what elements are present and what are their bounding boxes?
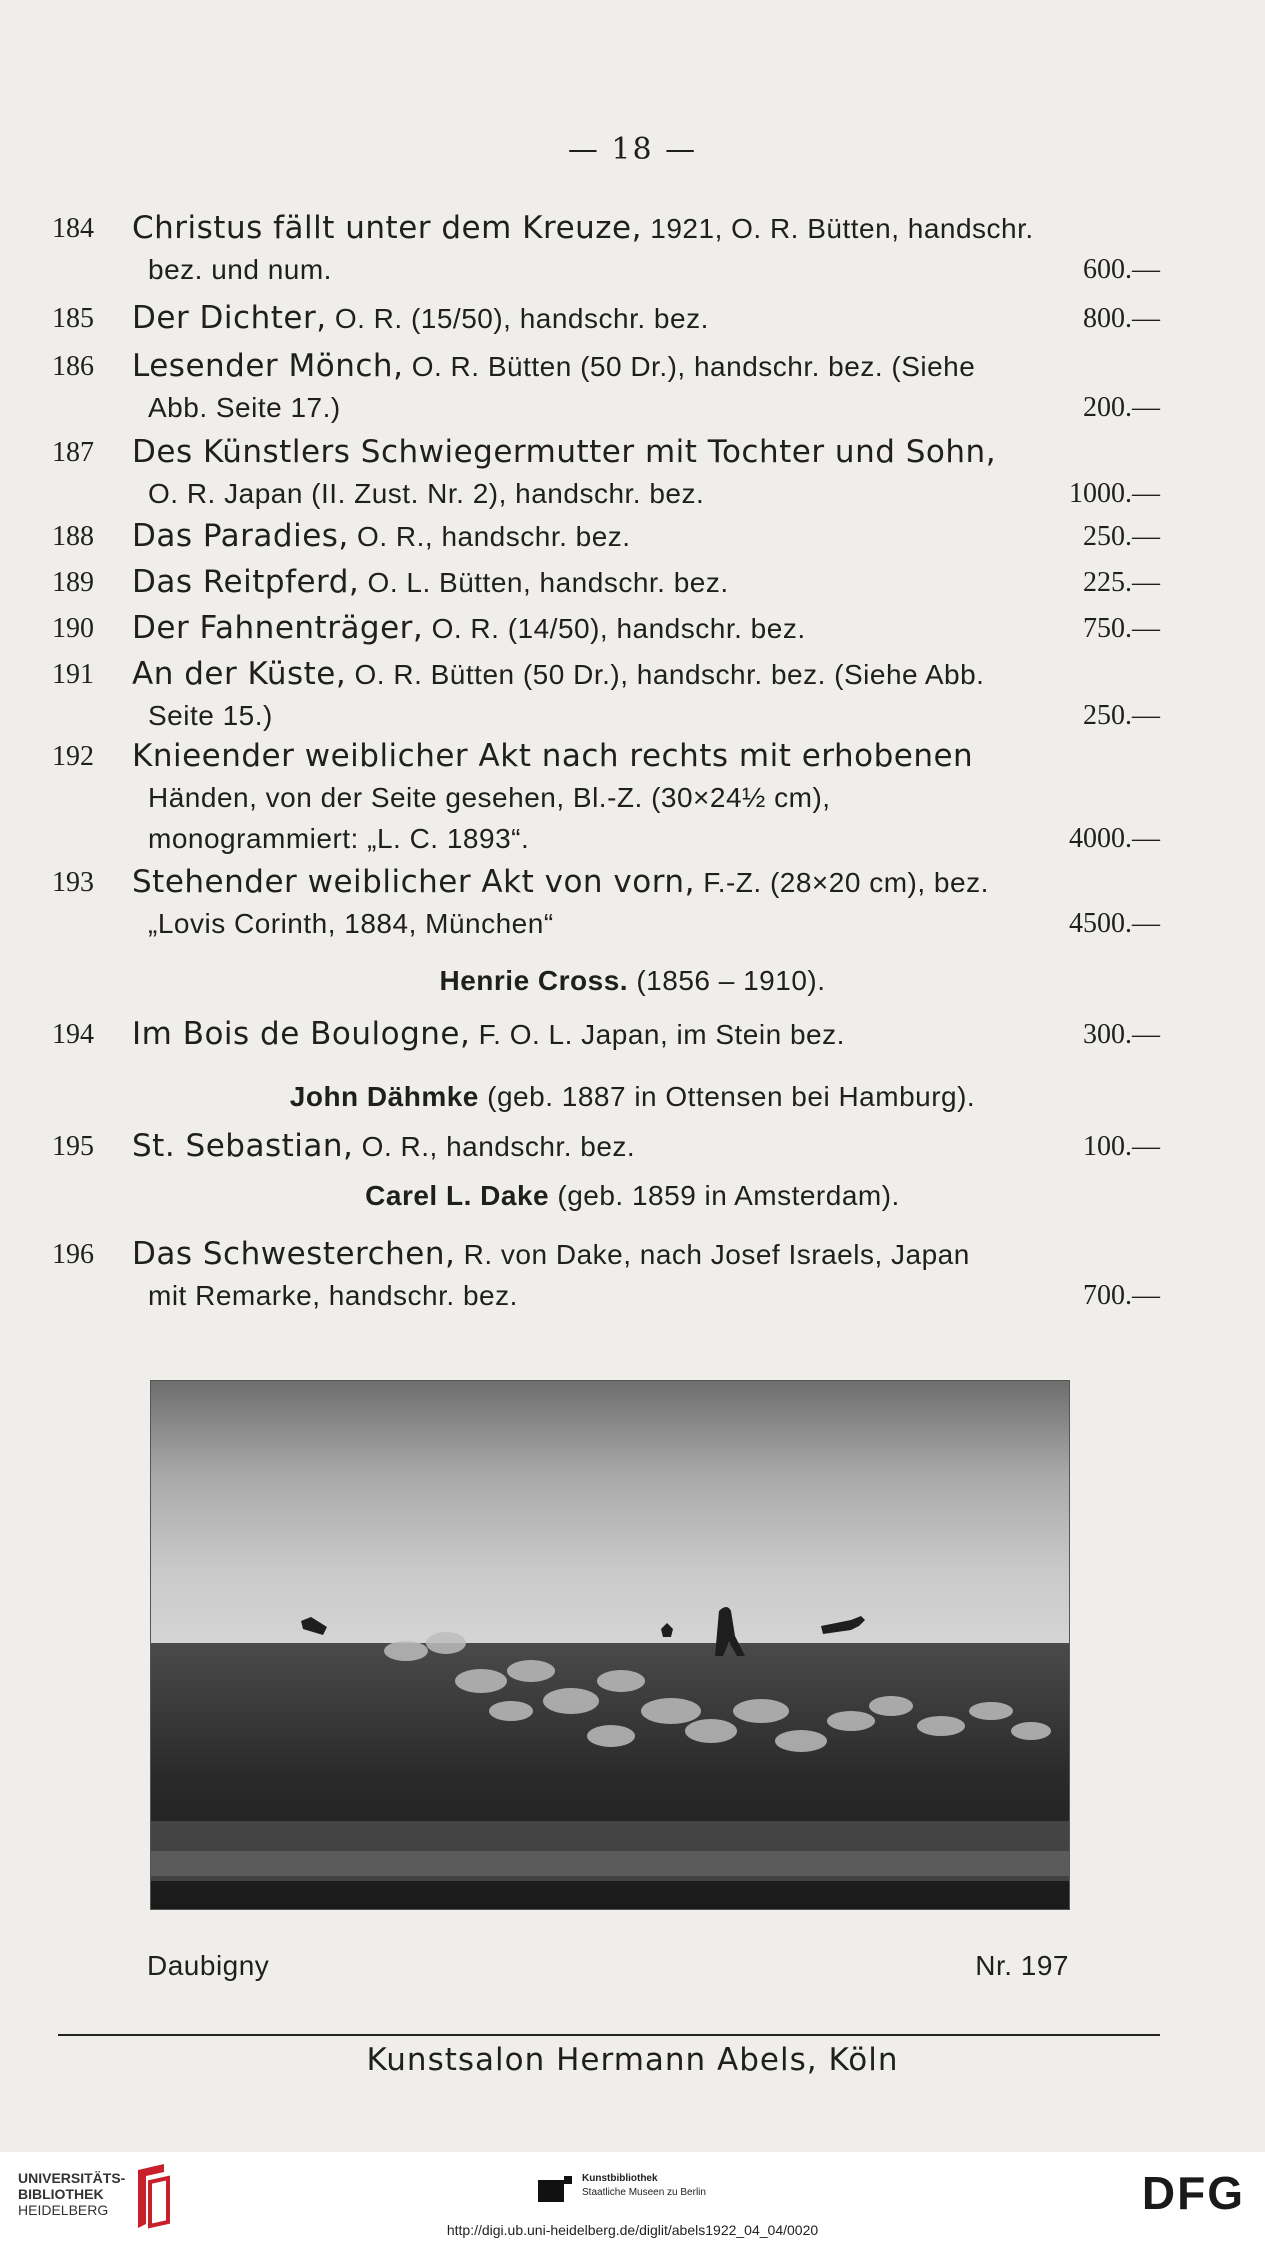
entry-line2: bez. und num.	[148, 254, 332, 285]
entry-line2: mit Remarke, handschr. bez.	[148, 1280, 518, 1311]
entry-price: 250.—	[1083, 521, 1160, 552]
page-number: — 18 —	[567, 132, 698, 167]
entry-title: Des Künstlers Schwiegermutter mit Tochter und Sohn,	[132, 434, 997, 470]
catalog-entry-187	[52, 432, 1160, 514]
entry-number: 193	[52, 867, 94, 898]
entry-title: Lesender Mönch, O. R. Bütten (50 Dr.), handschr. bez. (Siehe	[132, 348, 976, 384]
catalog-entry-188	[52, 516, 1160, 557]
catalog-entry-184	[52, 208, 1160, 290]
entry-title: Der Dichter, O. R. (15/50), handschr. bez.	[132, 300, 709, 336]
page-footer: Kunstsalon Hermann Abels, Köln	[366, 2042, 899, 2078]
catalog-entry-195	[52, 1126, 1160, 1167]
entry-title: Stehender weiblicher Akt von vorn, F.-Z. (28×20 cm), bez.	[132, 864, 989, 900]
catalog-entry-196	[52, 1234, 1160, 1316]
entry-line2: Händen, von der Seite gesehen, Bl.-Z. (30×24½ cm),	[148, 782, 831, 813]
entry-title: Im Bois de Boulogne, F. O. L. Japan, im Stein bez.	[132, 1016, 845, 1052]
artist-heading-cross: Henrie Cross. (1856 – 1910).	[439, 965, 826, 996]
dfg-logo: DFG	[1141, 2167, 1245, 2219]
kunstbibliothek-label: Kunstbibliothek Staatliche Museen zu Berlin	[582, 2173, 706, 2198]
entry-price: 250.—	[1083, 700, 1160, 731]
entry-number: 194	[52, 1019, 94, 1050]
catalog-entry-193	[52, 862, 1160, 944]
catalog-entry-194	[52, 1014, 1160, 1055]
artist-heading-daehmke: John Dähmke (geb. 1887 in Ottensen bei Hamburg).	[289, 1081, 976, 1112]
catalog-entry-185	[52, 298, 1160, 339]
entry-number: 190	[52, 613, 94, 644]
entry-price: 1000.—	[1069, 478, 1160, 509]
catalog-entry-192	[52, 736, 1160, 859]
entry-title: Das Schwesterchen, R. von Dake, nach Josef Israels, Japan	[132, 1236, 970, 1272]
entry-price: 100.—	[1083, 1131, 1160, 1162]
catalog-entry-186	[52, 346, 1160, 428]
entry-number: 186	[52, 351, 94, 382]
entry-price: 4000.—	[1069, 823, 1160, 854]
artist-heading-dake: Carel L. Dake (geb. 1859 in Amsterdam).	[365, 1180, 900, 1211]
catalog-entry-191	[52, 654, 1160, 736]
source-url[interactable]: http://digi.ub.uni-heidelberg.de/diglit/abels1922_04_04/0020	[446, 2222, 819, 2238]
entry-price: 600.—	[1083, 254, 1160, 285]
entry-price: 800.—	[1083, 303, 1160, 334]
entry-number: 189	[52, 567, 94, 598]
entry-line3: monogrammiert: „L. C. 1893“.	[148, 823, 530, 854]
entry-line2: „Lovis Corinth, 1884, München“	[148, 908, 554, 939]
entry-line2: Seite 15.)	[148, 700, 273, 731]
entry-number: 196	[52, 1239, 94, 1270]
university-library-label: UNIVERSITÄTS- BIBLIOTHEK HEIDELBERG	[18, 2170, 126, 2218]
entry-number: 188	[52, 521, 94, 552]
entry-number: 184	[52, 213, 94, 244]
entry-number: 187	[52, 437, 94, 468]
digitization-bar	[0, 2152, 1265, 2244]
entry-price: 225.—	[1083, 567, 1160, 598]
entry-price: 300.—	[1083, 1019, 1160, 1050]
plate-caption-number: Nr. 197	[975, 1950, 1069, 1981]
entry-title: Der Fahnenträger, O. R. (14/50), handschr. bez.	[132, 610, 806, 646]
kunstbibliothek-logo-icon	[538, 2176, 572, 2206]
entry-title: St. Sebastian, O. R., handschr. bez.	[132, 1128, 636, 1164]
entry-line2: O. R. Japan (II. Zust. Nr. 2), handschr. bez.	[148, 478, 705, 509]
entry-line2: Abb. Seite 17.)	[148, 392, 341, 423]
entry-title: Das Reitpferd, O. L. Bütten, handschr. bez.	[132, 564, 729, 600]
entry-title: Christus fällt unter dem Kreuze, 1921, O. R. Bütten, handschr.	[132, 210, 1034, 246]
entry-number: 185	[52, 303, 94, 334]
entry-number: 195	[52, 1131, 94, 1162]
entry-title: Knieender weiblicher Akt nach rechts mit erhobenen	[132, 738, 974, 774]
entry-number: 192	[52, 741, 94, 772]
entry-title: Das Paradies, O. R., handschr. bez.	[132, 518, 631, 554]
entry-price: 4500.—	[1069, 908, 1160, 939]
plate-caption-artist: Daubigny	[147, 1950, 270, 1981]
catalog-entry-190	[52, 608, 1160, 649]
entry-price: 700.—	[1083, 1280, 1160, 1311]
entry-price: 200.—	[1083, 392, 1160, 423]
entry-price: 750.—	[1083, 613, 1160, 644]
plate-illustration	[150, 1380, 1070, 1910]
entry-title: An der Küste, O. R. Bütten (50 Dr.), handschr. bez. (Siehe Abb.	[132, 656, 985, 692]
footer-rule	[58, 2034, 1160, 2036]
catalog-entry-189	[52, 562, 1160, 603]
entry-number: 191	[52, 659, 94, 690]
landscape-image	[151, 1381, 1069, 1909]
